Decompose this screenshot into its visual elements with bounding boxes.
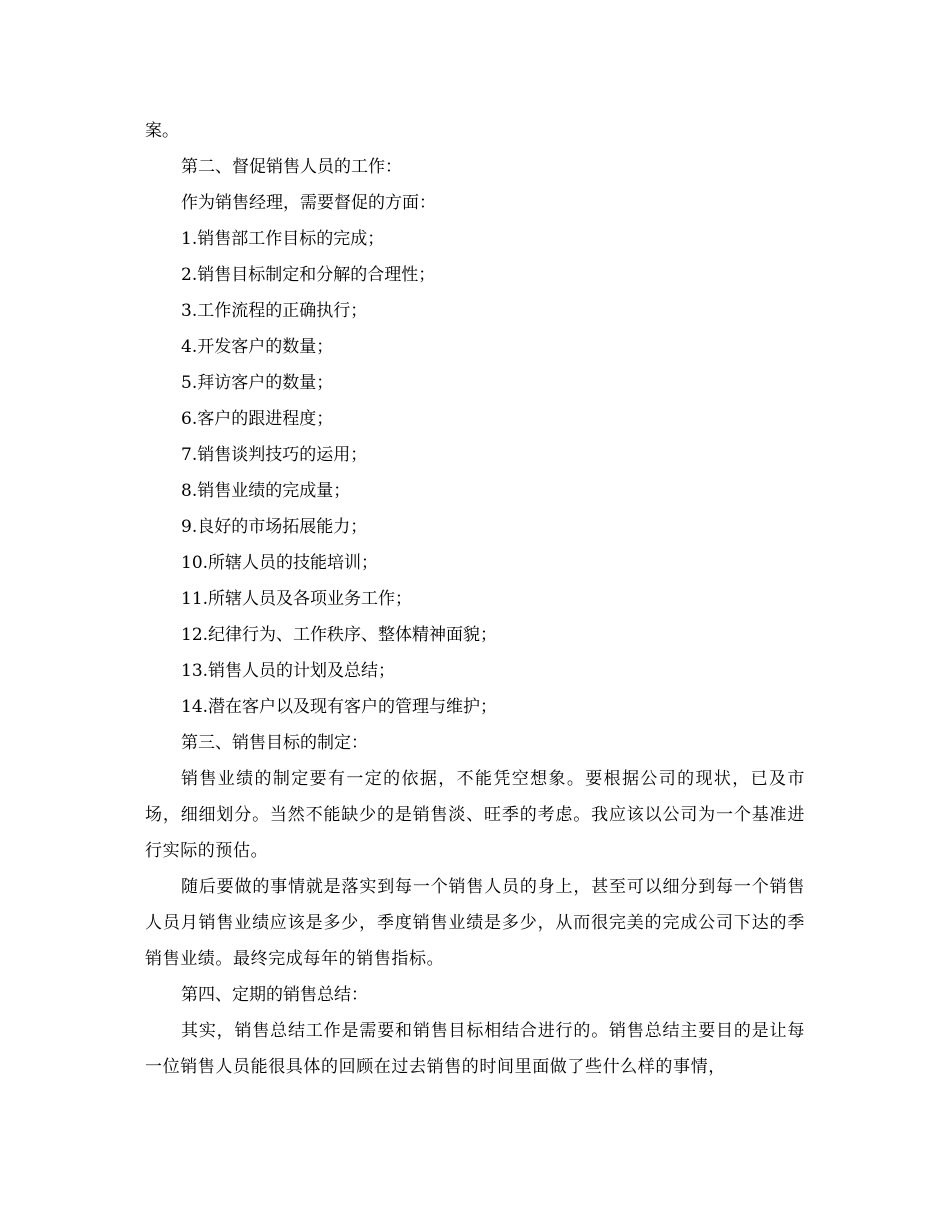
list-item-14: 14.潜在客户以及现有客户的管理与维护；: [181, 697, 498, 717]
paragraph-continuation: 案。: [145, 121, 179, 141]
list-item-13: 13.销售人员的计划及总结；: [181, 661, 396, 681]
list-item-5: 5.拜访客户的数量；: [181, 373, 334, 393]
list-item-7: 7.销售谈判技巧的运用；: [181, 445, 368, 465]
list-item-2: 2.销售目标制定和分解的合理性；: [181, 265, 436, 285]
section-heading-2: 第二、督促销售人员的工作：: [181, 157, 402, 177]
list-item-10: 10.所辖人员的技能培训；: [181, 553, 379, 573]
list-item-9: 9.良好的市场拓展能力；: [181, 517, 368, 537]
document-body: [145, 113, 805, 1085]
list-item-1: 1.销售部工作目标的完成；: [181, 229, 385, 249]
list-item-4: 4.开发客户的数量；: [181, 337, 334, 357]
list-item-3: 3.工作流程的正确执行；: [181, 301, 368, 321]
section-heading-3: 第三、销售目标的制定：: [181, 733, 368, 753]
paragraph-summary: 其实，销售总结工作是需要和销售目标相结合进行的。销售总结主要目的是让每一位销售人员能很具体的回顾在过去销售的时间里面做了些什么样的事情，: [145, 1021, 805, 1077]
list-item-8: 8.销售业绩的完成量；: [181, 481, 351, 501]
list-item-12: 12.纪律行为、工作秩序、整体精神面貌；: [181, 625, 498, 645]
paragraph-intro: 作为销售经理，需要督促的方面：: [181, 193, 436, 213]
section-heading-4: 第四、定期的销售总结：: [181, 985, 368, 1005]
list-item-6: 6.客户的跟进程度；: [181, 409, 334, 429]
list-item-11: 11.所辖人员及各项业务工作；: [181, 589, 413, 609]
paragraph-target-basis: 销售业绩的制定要有一定的依据，不能凭空想象。要根据公司的现状，已及市场，细细划分。当然不能缺少的是销售淡、旺季的考虑。我应该以公司为一个基准进行实际的预估。: [145, 769, 805, 861]
paragraph-target-breakdown: 随后要做的事情就是落实到每一个销售人员的身上，甚至可以细分到每一个销售人员月销售业绩应该是多少，季度销售业绩是多少，从而很完美的完成公司下达的季销售业绩。最终完成每年的销售指标。: [145, 877, 805, 969]
